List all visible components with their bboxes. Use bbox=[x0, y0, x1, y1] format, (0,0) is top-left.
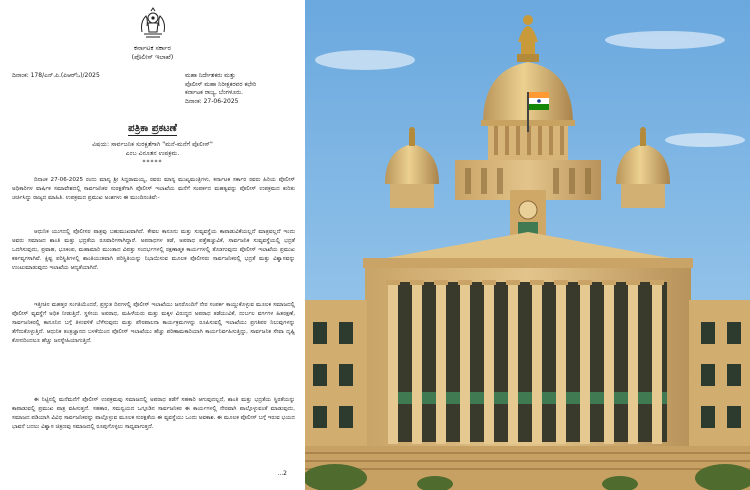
facade-column bbox=[436, 282, 446, 444]
column-capital bbox=[650, 280, 664, 285]
building-photo bbox=[305, 0, 750, 490]
office-line: ಕರ್ನಾಟಕ ರಾಜ್ಯ, ಬೆಂಗಳೂರು. bbox=[185, 89, 244, 96]
column-capital bbox=[554, 280, 568, 285]
facade-column bbox=[484, 282, 494, 444]
press-release-title bbox=[0, 123, 305, 134]
subject-text-continued: ಎಂಬ ವಿನೂತನ ಉಪಕ್ರಮ. bbox=[125, 150, 180, 157]
facade-column bbox=[412, 282, 422, 444]
facade-column bbox=[532, 282, 542, 444]
press-release-document bbox=[0, 0, 305, 490]
document-date: ದಿನಾಂಕ: 27-06-2025 bbox=[185, 97, 239, 105]
facade-column bbox=[556, 282, 566, 444]
office-line: ಪೊಲೀಸ್ ಮಹಾ ನಿರೀಕ್ಷಕರವರ ಕಛೇರಿ bbox=[185, 80, 257, 88]
office-line: ಮಹಾ ನಿರ್ದೇಶಕರು ಮತ್ತು bbox=[185, 72, 236, 79]
department-name: (ಪೊಲೀಸ್ ಇಲಾಖೆ) bbox=[131, 53, 174, 61]
facade-column bbox=[628, 282, 638, 444]
column-capital bbox=[386, 280, 400, 285]
facade-column bbox=[580, 282, 590, 444]
column-capital bbox=[434, 280, 448, 285]
column-capital bbox=[578, 280, 592, 285]
subject-text: ವಿಷಯ: ಸಾರ್ವಜನಿಕ ಸುರಕ್ಷತೆಗಾಗಿ "ಮನೆ-ಮನೆಗೆ ಪೊಲೀಸ್" bbox=[92, 141, 213, 148]
facade-column bbox=[652, 282, 662, 444]
subject-line bbox=[0, 140, 305, 158]
body-paragraph: ದಿನಾಂಕ 27-06-2025 ರಂದು ಮಾನ್ಯ ಶ್ರೀ ಸಿದ್ದರಾಮಯ್ಯ, ರವರು ಮಾನ್ಯ ಮುಖ್ಯಮಂತ್ರಿಗಳು, ಕರ್ನಾಟಕ ಸರ್ಕಾರ ರವರು ಹಿರಿಯ ಪೊಲೀಸ್ ಅಧಿಕಾರಿಗಳ ವಾರ್ಷಿಕ ಸಮಾವೇಶದಲ್ಲಿ ಸಾರ್ವಜನಿಕರ ಸುರಕ್ಷತೆಗಾಗಿ ಪೊಲೀಸ್ ಇಲಾಖೆಯ ಮನೆಗೆ ಸಂಪರ್ಕದ ಮಹತ್ವವನ್ನು ಪೊಲೀಸ್ ಉಪಕ್ರಮದ ಕುರಿತು ಚರ್ಚಿಸಿದ್ದು ರಾಜ್ಯದ ಮಾಹಿತಿ. ಉಪಕ್ರಮದ ಪ್ರಮುಖ ಅಂಶಗಳು ಈ ಮುಂದಿನಂತಿವೆ:- bbox=[12, 176, 295, 201]
vidhana-soudha-illustration bbox=[305, 0, 750, 490]
facade-column bbox=[388, 282, 398, 444]
facade-column bbox=[460, 282, 470, 444]
facade-column bbox=[604, 282, 614, 444]
title-text: ಪತ್ರಿಕಾ ಪ್ರಕಟಣೆ bbox=[128, 123, 177, 134]
column-capital bbox=[602, 280, 616, 285]
body-paragraph: ಆಧುನಿಕ ಯುಗದಲ್ಲಿ ಪೊಲೀಸರ ಪಾತ್ರವು ಬಹುಮುಖವಾಗಿದೆ. ಕೇವಲ ಕಾನೂನು ಮತ್ತು ಸುವ್ಯವಸ್ಥೆಯ ಕಾಪಾಡುವಿಕೆಯಲ್ಲದೆ ಮಾತ್ರವಲ್ಲದೆ ಇಂದು ಅವರು ಸಮಾಜದ ಶಾಂತಿ ಮತ್ತು ಭದ್ರತೆಯ ರೂವಾರಿಗಳಾಗಿದ್ದಾರೆ. ಅಪರಾಧಗಳ ತಡೆ, ಅಪರಾಧ ಪತ್ತೆಹಚ್ಚುವಿಕೆ, ಸಾರ್ವಜನಿಕ ಸುವ್ಯವಸ್ಥೆಯಲ್ಲಿ ಭದ್ರತೆ ಒದಗಿಸುವುದು, ಪ್ರವಾಹ, ಭೂಕಂಪ, ಮಹಾಮಾರಿ ಮುಂತಾದ ವಿಪತ್ತು ಸಂದರ್ಭಗಳಲ್ಲಿ ರಕ್ಷಣಾತ್ಮಕ ಕಾರ್ಯಗಳಲ್ಲಿ ತೊಡಗುವುದು ಪೊಲೀಸ್ ಇಲಾಖೆಯ ಪ್ರಮುಖ ಕರ್ತವ್ಯಗಳಾಗಿವೆ. ಕ್ಲಿಷ್ಟ ಪರಿಸ್ಥಿತಿಗಳಲ್ಲಿ ಶಾಂತಿಯುತವಾಗಿ ಪರಿಸ್ಥಿತಿಯನ್ನು ನಿಭಾಯಿಸುವ ಮೂಲಕ ಪೊಲೀಸರು ಸಾರ್ವಜನಿಕರಲ್ಲಿ ಭದ್ರತೆ ಮತ್ತು ವಿಶ್ವಾಸವನ್ನು ಉಂಟುಮಾಡುವುದು ಇಲಾಖೆಯ ಆದ್ಯತೆಯಾಗಿದೆ. bbox=[12, 228, 295, 272]
column-capital bbox=[530, 280, 544, 285]
body-paragraph: ಈ ನಿಟ್ಟಿನಲ್ಲಿ ಮನೆಮನೆಗೆ ಪೊಲೀಸ್ ಉಪಕ್ರಮವು ಸಮಾಜದಲ್ಲಿ ಅಪರಾಧ ತಡೆಗೆ ಸಹಕಾರಿ ಆಗುವುದಲ್ಲದೆ, ಶಾಂತಿ ಮತ್ತು ಭದ್ರತೆಯ ಸ್ಥಿರತೆಯನ್ನು ಕಾಪಾಡುವಲ್ಲಿ ಪ್ರಮುಖ ಪಾತ್ರ ವಹಿಸುತ್ತದೆ. ಸಹಕಾರ, ಸಮನ್ವಯದ ಒಗ್ಗೂಡಿನ ಸಾರ್ವಜನಿಕರ ಈ ಕಾರ್ಯಗಳಲ್ಲಿ ನೇರವಾಗಿ ಪಾಲ್ಗೊಳ್ಳುವಂತೆ ಮಾಡುವುದು, ಸಮಾಜದ ಪಡಿಯಾಗಿ ವಿವಿಧ ಸಾರ್ವಜನಿಕರನ್ನು ಪಾಲ್ಗೊಳ್ಳುವ ಮೂಲಕ ಸುರಕ್ಷತೆಯ ಈ ವ್ಯವಸ್ಥೆಯು ಒಂದು ಅವಕಾಶ. ಈ ಮೂಲಕ ಪೊಲೀಸ್ ಬಗ್ಗೆ ಇರುವ ಭಯದ ಭಾವನೆ ಬದಲು ವಿಶ್ವಾಸ ಚಿತ್ರಣವು ಸಮಾಜದಲ್ಲಿ ರೂಪುಗೊಳ್ಳಲು ಸಾಧ್ಯವಾಗುತ್ತದೆ. bbox=[12, 396, 295, 431]
section-separator: ***** bbox=[142, 159, 163, 166]
government-name: ಕರ್ನಾಟಕ ಸರ್ಕಾರ bbox=[134, 44, 171, 52]
government-header bbox=[0, 44, 305, 62]
page-number: ...2 bbox=[277, 470, 287, 477]
body-paragraph: ಇತ್ತೀಚಿನ ಮಹತ್ತರ ಸಂಗತಿಯೆಂದರೆ, ಪ್ರಸ್ತುತ ದಿನಗಳಲ್ಲಿ ಪೊಲೀಸ್ ಇಲಾಖೆಯು ಜನರೊಂದಿಗೆ ನೇರ ಸಂಪರ್ಕ ಕಾಯ್ದುಕೊಳ್ಳುವ ಮೂಲಕ ಸಮಾಜದಲ್ಲಿ ಪೊಲೀಸ್ ವ್ಯವಸ್ಥೆಗೆ ಅಧಿಕ ನೀಡುತ್ತಿದೆ. ಸ್ಥಳೀಯ ಅಪರಾಧ, ಮಹಿಳೆಯರು ಮತ್ತು ಮಕ್ಕಳ ವಿರುದ್ಧದ ಅಪರಾಧ ತಡೆಯುವಿಕೆ, ದುರ್ಬಲ ವರ್ಗಗಳ ಹಿತರಕ್ಷಣೆ, ಸಾರ್ವಜನಿಕರಲ್ಲಿ ಕಾನೂನಿನ ಬಗ್ಗೆ ತಿಳುವಳಿಕೆ ಬೆಳೆಸುವುದು ಮತ್ತು ಪೌರಪಾಲನಾ ಕಾರ್ಯಕ್ರಮಗಳನ್ನು ರೂಪಿಸುವಲ್ಲಿ ಇಲಾಖೆಯು ಪ್ರಗತಿಪರ ನಿಲುವುಗಳನ್ನು ತೆಗೆದುಕೊಳ್ಳುತ್ತಿದೆ. ಆಧುನಿಕ ತಂತ್ರಜ್ಞಾನದ ಬಳಕೆಯಿಂದ ಪೊಲೀಸ್ ಇಲಾಖೆಯು ಹೆಚ್ಚು ಪರಿಣಾಮಕಾರಿಯಾಗಿ ಕಾರ್ಯನಿರ್ವಹಿಸುತ್ತಿದ್ದು, ಸಾರ್ವಜನಿಕ ಸೇವಾ ದೃಷ್ಟಿ ಕೋನದಿಂದಲೂ ಹೆಚ್ಚು ಜನಸ್ನೇಹಿಯಾಗುತ್ತಿದೆ. bbox=[12, 301, 295, 345]
reference-number: ದಿನಾಂಕ: 178/ಎನ್.ಪಿ.(ಪಿಆರ್‌ಓ)/2025 bbox=[12, 72, 100, 79]
state-emblem-icon bbox=[136, 6, 170, 40]
column-capital bbox=[410, 280, 424, 285]
office-address bbox=[185, 72, 303, 106]
column-capital bbox=[458, 280, 472, 285]
facade-column bbox=[508, 282, 518, 444]
column-capital bbox=[626, 280, 640, 285]
column-capital bbox=[482, 280, 496, 285]
column-capital bbox=[506, 280, 520, 285]
